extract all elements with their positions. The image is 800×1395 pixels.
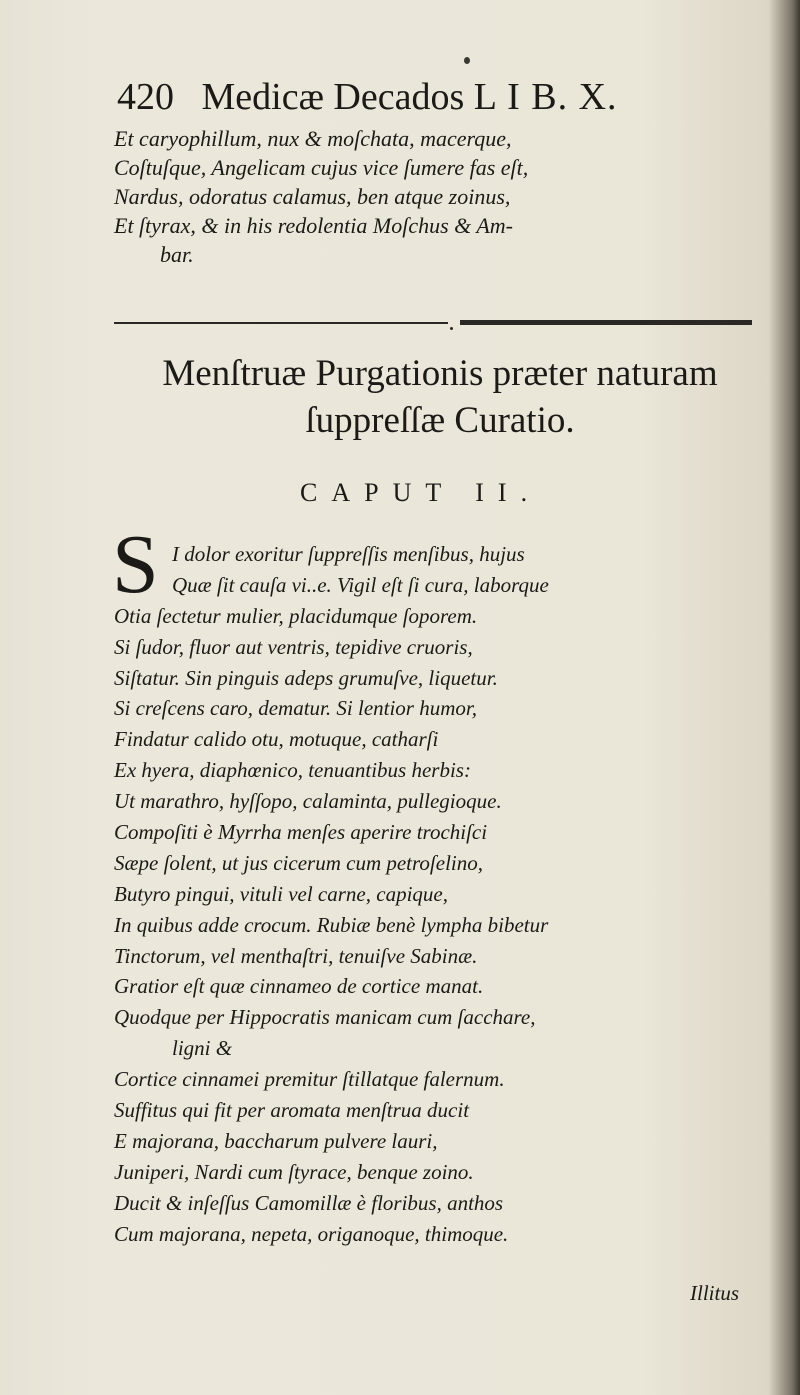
verse-line: E majorana, baccharum pulvere lauri,	[114, 1128, 438, 1153]
verse-line: Quæ ſit cauſa vi..e. Vigil eſt ſi cura, laborque	[172, 572, 549, 597]
ink-spot	[464, 57, 470, 64]
verse-line: Ducit & inſeſſus Camomillæ è floribus, anthos	[114, 1190, 504, 1215]
verse-line: ligni &	[172, 1036, 233, 1061]
verse-line: Coſtuſque, Angelicam cujus vice ſumere fas eſt,	[114, 155, 529, 180]
running-head	[117, 72, 757, 122]
verse-line: Et ſtyrax, & in his redolentia Moſchus & Am-	[114, 213, 514, 238]
verse-line: Quodque per Hippocratis manicam cum ſacchare,	[114, 1005, 536, 1030]
book-number: L I B. X.	[473, 76, 618, 118]
verse-line: Si creſcens caro, dematur. Si lentior humor,	[114, 696, 477, 721]
verse-line: Tinctorum, vel menthaſtri, tenuiſve Sabinæ.	[114, 943, 478, 968]
verse-line: Compoſiti è Myrrha menſes aperire trochiſci	[114, 820, 488, 845]
divider-rule-left	[114, 322, 448, 324]
section-title-line: ſuppreſſæ Curatio.	[305, 400, 575, 441]
section-title-line: Menſtruæ Purgationis præter naturam	[162, 353, 718, 394]
top-verse-block	[114, 124, 764, 269]
verse-line: Siſtatur. Sin pinguis adeps grumuſve, liquetur.	[114, 665, 498, 690]
verse-line: Otia ſectetur mulier, placidumque ſoporem.	[114, 603, 478, 628]
verse-line: Cortice cinnamei premitur ſtillatque falernum.	[114, 1067, 505, 1092]
divider-dot	[450, 327, 453, 330]
running-title: Medicæ Decados	[201, 76, 465, 118]
verse-line: Findatur calido otu, motuque, catharſi	[114, 727, 439, 752]
verse-line: Ex hyera, diaphœnico, tenuantibus herbis:	[114, 758, 471, 783]
verse-line: Suffitus qui fit per aromata menſtrua ducit	[114, 1098, 470, 1123]
verse-line: Gratior eſt quæ cinnameo de cortice manat.	[114, 974, 484, 999]
verse-line: Cum majorana, nepeta, origanoque, thimoque.	[114, 1221, 509, 1246]
divider-rule-right	[460, 320, 752, 325]
verse-line: Sæpe ſolent, ut jus cicerum cum petroſelino,	[114, 850, 483, 875]
section-title	[80, 350, 800, 444]
chapter-heading: CAPUT II.	[300, 478, 542, 507]
verse-line: Nardus, odoratus calamus, ben atque zoinus,	[114, 184, 511, 209]
verse-line: I dolor exoritur ſuppreſſis menſibus, hujus	[172, 542, 525, 566]
catchword: Illitus	[690, 1281, 740, 1305]
verse-line: bar.	[160, 242, 194, 267]
verse-line: Si ſudor, fluor aut ventris, tepidive cruoris,	[114, 634, 473, 659]
page-number: 420	[117, 76, 174, 118]
verse-line: Ut marathro, hyſſopo, calaminta, pullegioque.	[114, 789, 502, 814]
body-verse-block	[114, 539, 790, 1249]
verse-line: Et caryophillum, nux & moſchata, macerque,	[114, 126, 512, 151]
drop-cap: S	[112, 518, 159, 611]
verse-line: In quibus adde crocum. Rubiæ benè lympha bibetur	[114, 912, 549, 937]
verse-line: Juniperi, Nardi cum ſtyrace, benque zoino.	[114, 1159, 474, 1184]
verse-line: Butyro pingui, vituli vel carne, capique,	[114, 881, 448, 906]
